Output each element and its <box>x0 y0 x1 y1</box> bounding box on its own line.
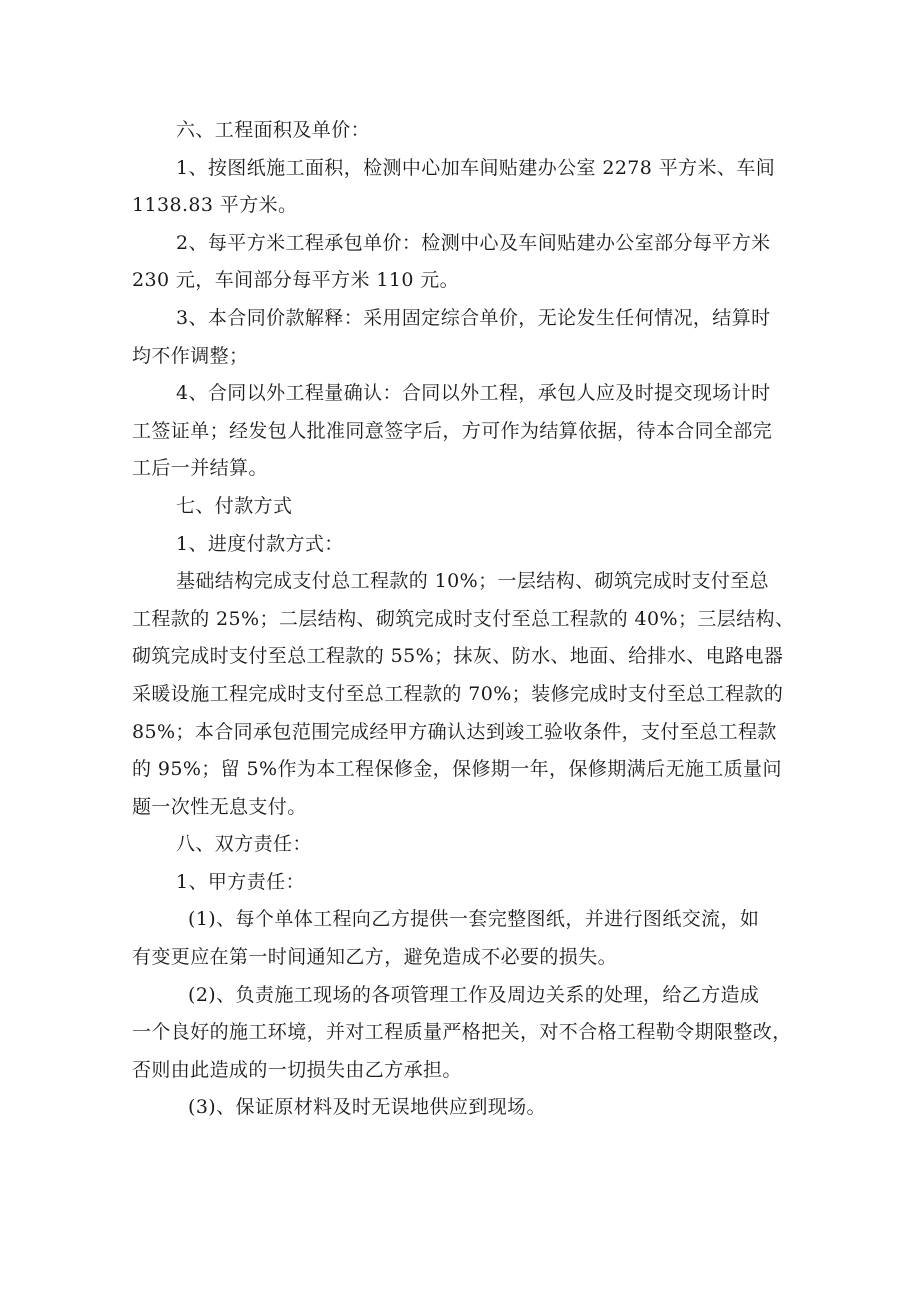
text-line: 85%；本合同承包范围完成经甲方确认达到竣工验收条件，支付至总工程款 <box>132 720 777 743</box>
text-line: 砌筑完成时支付至总工程款的 55%；抹灰、防水、地面、给排水、电路电器 <box>132 645 784 668</box>
paragraph-8-1-3 <box>132 1089 792 1127</box>
text-line: 有变更应在第一时间通知乙方，避免造成不必要的损失。 <box>132 946 618 969</box>
text-line: 采暖设施工程完成时支付至总工程款的 70%；装修完成时支付至总工程款的 <box>132 682 784 705</box>
paragraph-7-1 <box>132 526 792 564</box>
text-line: 的 95%；留 5%作为本工程保修金，保修期一年，保修期满后无施工质量问 <box>132 758 782 781</box>
paragraph-6-3 <box>132 300 792 375</box>
text-line: 3、本合同价款解释：采用固定综合单价，无论发生任何情况，结算时 <box>176 306 771 329</box>
text-line: 1、甲方责任： <box>176 870 305 893</box>
text-line: 八、双方责任： <box>176 833 312 856</box>
text-line: 七、付款方式 <box>176 494 293 517</box>
text-line: 基础结构完成支付总工程款的 10%；一层结构、砌筑完成时支付至总 <box>176 570 770 593</box>
text-line: 2、每平方米工程承包单价：检测中心及车间贴建办公室部分每平方米 <box>176 231 771 254</box>
text-line: (1)、每个单体工程向乙方提供一套完整图纸，并进行图纸交流，如 <box>188 908 760 931</box>
paragraph-7-2 <box>132 563 795 826</box>
text-line: (2)、负责施工现场的各项管理工作及周边关系的处理，给乙方造成 <box>188 983 760 1006</box>
section-heading-7 <box>132 488 792 526</box>
text-line: 1、进度付款方式： <box>176 532 344 555</box>
text-line: 均不作调整； <box>132 344 249 367</box>
text-line: 一个良好的施工环境，并对工程质量严格把关，对不合格工程勒令期限整改， <box>132 1021 792 1044</box>
text-line: (3)、保证原材料及时无误地供应到现场。 <box>188 1096 546 1119</box>
text-line: 题一次性无息支付。 <box>132 795 307 818</box>
text-line: 否则由此造成的一切损失由乙方承担。 <box>132 1058 462 1081</box>
text-line: 1138.83 平方米。 <box>132 194 298 217</box>
text-line: 4、合同以外工程量确认：合同以外工程，承包人应及时提交现场计时 <box>176 382 771 405</box>
section-heading-8 <box>132 826 792 864</box>
text-line: 工后一并结算。 <box>132 457 268 480</box>
paragraph-8-1-2 <box>132 977 792 1090</box>
paragraph-6-1 <box>132 150 792 225</box>
paragraph-6-2 <box>132 225 792 300</box>
text-line: 工程款的 25%；二层结构、砌筑完成时支付至总工程款的 40%；三层结构、 <box>132 607 795 630</box>
section-heading-6 <box>132 112 792 150</box>
text-line: 六、工程面积及单价： <box>176 119 371 141</box>
paragraph-8-1 <box>132 864 792 902</box>
paragraph-6-4 <box>132 375 792 488</box>
paragraph-8-1-1 <box>132 901 792 976</box>
text-line: 1、按图纸施工面积，检测中心加车间贴建办公室 2278 平方米、车间 <box>176 156 776 179</box>
text-line: 230 元，车间部分每平方米 110 元。 <box>132 269 460 292</box>
document-page <box>132 112 795 1127</box>
text-line: 工签证单；经发包人批准同意签字后，方可作为结算依据，待本合同全部完 <box>132 419 773 442</box>
